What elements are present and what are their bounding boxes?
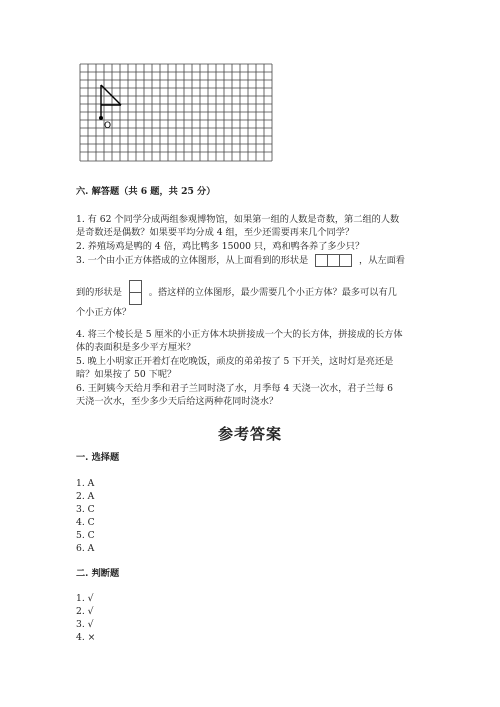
question-3-line-3: 个小正方体？ — [76, 307, 132, 318]
judge-answer-1: 1. √ — [76, 593, 94, 604]
judge-answer-2: 2. √ — [76, 606, 94, 617]
top-view-shape — [315, 254, 352, 267]
choice-answer-3: 3. C — [76, 504, 95, 515]
answers-title: 参考答案 — [217, 425, 282, 443]
judge-answer-4: 4. × — [76, 632, 96, 643]
choice-answer-1: 1. A — [76, 478, 95, 489]
question-3-line-2 — [76, 280, 397, 305]
question-1-line-1: 1. 有 62 个同学分成两组参观博物馆，如果第一组的人数是奇数，第二组的人数 — [76, 214, 400, 225]
question-3-line-1 — [76, 254, 405, 267]
grid-lines — [80, 64, 272, 161]
judge-answer-3: 3. √ — [76, 619, 94, 630]
question-5-line-1: 5. 晚上小明家正开着灯在吃晚饭，顽皮的弟弟按了 5 下开关，这时灯是亮还是 — [76, 356, 394, 367]
question-6-line-2: 天浇一次水，至少多少天后给这两种花同时浇水？ — [76, 396, 279, 407]
question-3-text-a: 3. 一个由小正方体搭成的立体图形，从上面看到的形状是 — [76, 255, 309, 266]
section-heading: 六. 解答题（共 6 题，共 25 分） — [76, 186, 216, 197]
origin-label: O — [104, 121, 112, 131]
question-3-text-d: 。搭这样的立体图形，最少需要几个小正方体？最多可以有几 — [148, 287, 397, 298]
question-3-text-c: 到的形状是 — [76, 287, 122, 298]
question-6-line-1: 6. 王阿姨今天给月季和君子兰同时浇了水，月季每 4 天浇一次水，君子兰每 6 — [76, 383, 393, 394]
grid-figure — [0, 0, 500, 170]
judge-heading: 二. 判断题 — [76, 568, 120, 579]
question-4-line-1: 4. 将三个棱长是 5 厘米的小正方体木块拼接成一个大的长方体，拼接成的长方体 — [76, 329, 403, 340]
question-1-line-2: 是奇数还是偶数？如果要平均分成 4 组，至少还需要再来几个同学？ — [76, 227, 355, 238]
choice-heading: 一. 选择题 — [76, 452, 120, 463]
question-3-text-b: ，从左面看 — [359, 255, 405, 266]
choice-answer-6: 6. A — [76, 543, 95, 554]
question-2: 2. 养殖场鸡是鸭的 4 倍，鸡比鸭多 15000 只，鸡和鸭各养了多少只？ — [76, 241, 365, 252]
question-5-line-2: 暗？如果按了 50 下呢？ — [76, 369, 177, 380]
choice-answer-4: 4. C — [76, 517, 95, 528]
choice-answer-5: 5. C — [76, 530, 95, 541]
question-4-line-2: 体的表面积是多少平方厘米？ — [76, 342, 196, 353]
choice-answer-2: 2. A — [76, 491, 95, 502]
origin-point — [99, 116, 103, 120]
left-view-shape — [129, 280, 142, 305]
